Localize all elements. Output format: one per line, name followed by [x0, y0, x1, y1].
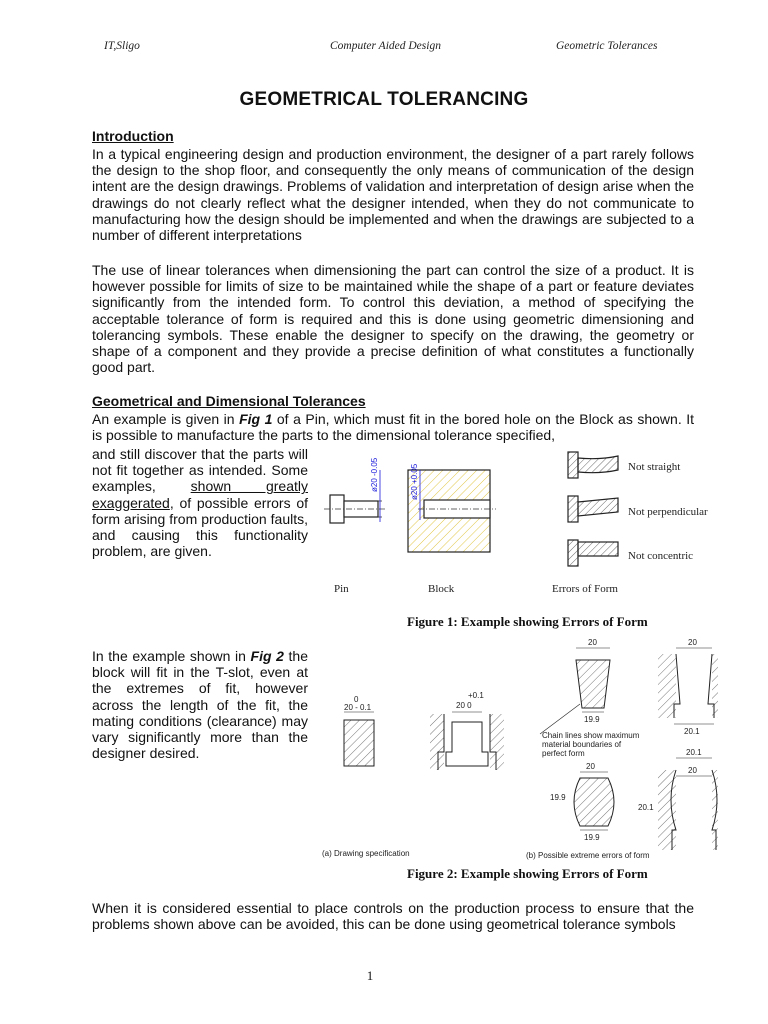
figure-2-drawing	[318, 634, 718, 864]
fig2b-slot-dim-20: 20	[688, 638, 697, 647]
geo-side-underlined: shown greatly exaggerated	[92, 478, 308, 511]
chain-note-line-2: material boundaries of	[542, 740, 622, 749]
header-center: Computer Aided Design	[330, 40, 441, 52]
fig2-label-a: (a) Drawing specification	[322, 849, 410, 858]
not-concentric-label: Not concentric	[628, 550, 694, 562]
geo-p1-a: An example is given in	[92, 411, 240, 427]
fig2b-barrel-dim-199-bottom: 19.9	[584, 833, 600, 842]
fig2b-slot2-dim-201: 20.1	[686, 748, 702, 757]
figure-1-drawing	[320, 440, 730, 600]
block-drawing	[408, 470, 496, 552]
geo-side-b: , of possible errors of form arising from production faults, and causing this functionality problem, are given.	[92, 494, 308, 560]
fig2-text-a: In the example shown in	[92, 648, 251, 664]
fig2a-dim1-top: 0	[354, 695, 359, 704]
geo-paragraph-1	[92, 411, 694, 443]
figure-1-caption: Figure 1: Example showing Errors of Form	[407, 614, 648, 629]
fig2a-dim2-top: +0.1	[468, 691, 484, 700]
fig2b-barrel-dim-20: 20	[586, 762, 595, 771]
block-label: Block	[428, 583, 455, 595]
page-number: 1	[366, 968, 374, 983]
fig1-reference: Fig 1	[239, 411, 273, 427]
errors-of-form-label: Errors of Form	[552, 583, 618, 595]
fig2b-slot2-dim-20: 20	[688, 766, 697, 775]
fig2-text-b: the block will fit in the T-slot, even at the extremes of fit, however across the length of the fit, the mating conditions (clearance) may vary significantly more than the designer desired.	[92, 648, 309, 762]
header-right: Geometric Tolerances	[556, 40, 658, 52]
fig2b-slot-top	[658, 648, 718, 724]
pin-dimension: ø20 -0.05	[370, 457, 379, 492]
geo-heading: Geometrical and Dimensional Tolerances	[92, 393, 366, 409]
fig2a-block	[344, 712, 374, 766]
not-perpendicular-label: Not perpendicular	[628, 506, 708, 518]
pin-label: Pin	[334, 583, 349, 595]
header-left: IT,Sligo	[104, 40, 140, 52]
fig2b-top-dim-199: 19.9	[584, 715, 600, 724]
geo-side-a: and still discover that the parts will not fit together as intended. Some examples,	[92, 446, 308, 495]
error-not-concentric	[568, 540, 618, 566]
chain-note-line-1: Chain lines show maximum	[542, 731, 640, 740]
not-straight-label: Not straight	[628, 461, 681, 473]
intro-paragraph-2: The use of linear tolerances when dimensioning the part can control the size of a product. It is however possible for limits of size to be maintained while the shape of a part or feature deviates significantly from the intended form. To control this deviation, a method of specifying the acceptable tolerance of form is required and this is done using geometric dimensioning and tolerancing symbols. These enable the designer to specify on the drawing, the geometry or shape of a component and they provide a precise definition of what constitutes a functionally good part.	[92, 262, 694, 376]
fig2b-slot2-side-dim-201: 20.1	[638, 803, 654, 812]
fig2b-top-dim-20: 20	[588, 638, 597, 647]
fig2b-slot-dim-201: 20.1	[684, 727, 700, 736]
fig2a-tslot	[430, 712, 504, 770]
intro-heading: Introduction	[92, 128, 174, 144]
fig2-reference: Fig 2	[250, 648, 284, 664]
geo-p1-b: of a Pin, which must fit in the bored hole on the Block as shown. It is possible to manufacture the parts to the dimensional tolerance specified,	[92, 411, 694, 444]
fig2b-barrel-dim-199: 19.9	[550, 793, 566, 802]
geo-side-paragraph	[92, 446, 308, 559]
fig2a-dim1: 20 - 0.1	[344, 703, 372, 712]
chain-note-line-3: perfect form	[542, 749, 585, 758]
page-title: GEOMETRICAL TOLERANCING	[239, 89, 529, 110]
figure-2-caption: Figure 2: Example showing Errors of Form	[407, 866, 648, 881]
fig2a-dim2: 20 0	[456, 701, 472, 710]
closing-paragraph: When it is considered essential to place controls on the production process to ensure that the problems shown above can be avoided, this can be done using geometrical tolerance symbols	[92, 900, 694, 933]
fig2-paragraph	[92, 648, 308, 761]
error-not-straight	[568, 452, 618, 478]
intro-paragraph-1: In a typical engineering design and production environment, the designer of a part rarely follows the design to the shop floor, and consequently the only means of communication of the design intent are the design drawings. Problems of validation and interpretation of design arise when the drawings do not clearly reflect what the designer intended, when they do not communicate to manufacturing how the design should be implemented and when the drawings are subjected to a number of different interpretations	[92, 146, 694, 244]
error-not-perpendicular	[568, 496, 618, 522]
fig2b-barrel-block	[574, 772, 614, 830]
fig2-label-b: (b) Possible extreme errors of form	[526, 851, 650, 860]
block-dimension: ø20 +0.05	[410, 463, 419, 500]
